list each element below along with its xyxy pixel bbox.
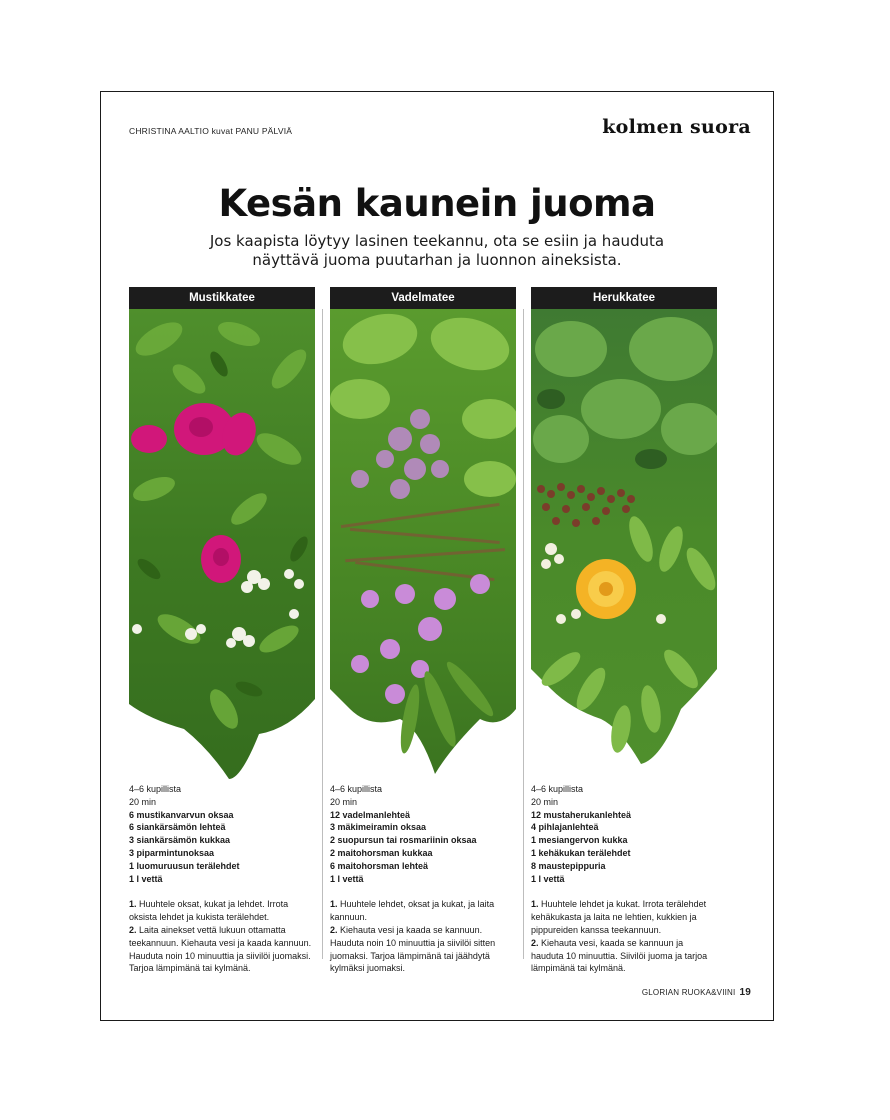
column-divider xyxy=(523,309,524,959)
recipe-info xyxy=(330,783,516,885)
credits: CHRISTINA AALTIO kuvat PANU PÄLVIÄ xyxy=(129,126,293,136)
step-number: 1. xyxy=(129,899,137,910)
step-number: 2. xyxy=(129,924,137,935)
ingredient: 1 l vettä xyxy=(129,873,163,884)
recipe-title: Mustikkatee xyxy=(129,287,315,309)
recipe-steps xyxy=(129,898,315,975)
ingredient: 8 maustepippuria xyxy=(531,860,606,871)
herukkatee-photo xyxy=(531,309,717,779)
step xyxy=(531,937,717,975)
step-number: 1. xyxy=(330,899,338,910)
section-tag: kolmen suora xyxy=(602,116,751,138)
servings: 4–6 kupillista xyxy=(531,784,584,794)
ingredient: 3 piparmintunoksaa xyxy=(129,847,215,858)
prep-time: 20 min xyxy=(330,796,358,807)
step xyxy=(330,924,516,975)
ingredient: 6 siankärsämön lehteä xyxy=(129,822,226,833)
step xyxy=(129,924,315,975)
recipe-title: Herukkatee xyxy=(531,287,717,309)
recipe-info xyxy=(129,783,315,885)
step-number: 2. xyxy=(531,937,539,948)
lead-paragraph: Jos kaapista löytyy lasinen teekannu, ota se esiin ja hauduta näyttävä juoma puutarhan ja luonnon aineksista. xyxy=(209,232,665,269)
step-number: 2. xyxy=(330,924,338,935)
page-footer xyxy=(642,987,751,998)
step-text: Kiehauta vesi ja kaada se kannuun. Hauduta noin 10 minuuttia ja siivilöi sitten juomaksi. Tarjoa lämpimänä tai jäähdytä kylmäksi juomaksi. xyxy=(330,924,496,974)
vadelmatee-photo xyxy=(330,309,516,779)
page-number: 19 xyxy=(739,987,751,998)
step-text: Huuhtele lehdet, oksat ja kukat, ja laita kannuun. xyxy=(330,899,495,923)
ingredient: 2 suopursun tai rosmariinin oksaa xyxy=(330,835,477,846)
prep-time: 20 min xyxy=(531,796,559,807)
column-divider xyxy=(322,309,323,959)
ingredient: 2 maitohorsman kukkaa xyxy=(330,847,433,858)
ingredient: 3 mäkimeiramin oksaa xyxy=(330,822,427,833)
recipe-column-herukkatee xyxy=(531,287,717,975)
ingredient: 1 l vettä xyxy=(531,873,565,884)
ingredient: 12 vadelmanlehteä xyxy=(330,809,411,820)
recipe-steps xyxy=(531,898,717,975)
ingredient: 6 mustikanvarvun oksaa xyxy=(129,809,234,820)
recipe-title: Vadelmatee xyxy=(330,287,516,309)
step-text: Kiehauta vesi, kaada se kannuun ja hauduta 10 minuuttia. Siivilöi juoma ja tarjoa lämpimänä tai kylmänä. xyxy=(531,937,708,974)
magazine-page xyxy=(100,91,774,1021)
ingredient: 12 mustaherukanlehteä xyxy=(531,809,632,820)
ingredient: 6 maitohorsman lehteä xyxy=(330,860,429,871)
mustikkatee-photo xyxy=(129,309,315,779)
ingredient: 3 siankärsämön kukkaa xyxy=(129,835,231,846)
step-text: Huuhtele oksat, kukat ja lehdet. Irrota oksista lehdet ja kukista terälehdet. xyxy=(129,899,289,923)
magazine-name: GLORIAN RUOKA&VIINI xyxy=(641,988,736,997)
ingredient: 1 mesiangervon kukka xyxy=(531,835,628,846)
page-title: Kesän kaunein juoma xyxy=(218,182,656,225)
prep-time: 20 min xyxy=(129,796,157,807)
recipe-column-mustikkatee xyxy=(129,287,315,975)
step-number: 1. xyxy=(531,899,539,910)
step xyxy=(129,898,315,924)
recipe-column-vadelmatee xyxy=(330,287,516,975)
servings: 4–6 kupillista xyxy=(129,784,182,794)
recipe-info xyxy=(531,783,717,885)
step-text: Laita ainekset vettä lukuun ottamatta teekannuun. Kiehauta vesi ja kaada kannuun. Hauduta noin 10 minuuttia ja siivilöi juomaksi. Tarjoa lämpimänä tai kylmänä. xyxy=(129,924,312,974)
ingredient: 1 l vettä xyxy=(330,873,364,884)
step-text: Huuhtele lehdet ja kukat. Irrota terälehdet kehäkukasta ja laita ne lehtien, kukkien ja pippureiden kanssa teekannuun. xyxy=(531,899,707,935)
ingredient: 4 pihlajanlehteä xyxy=(531,822,599,833)
ingredient: 1 kehäkukan terälehdet xyxy=(531,847,631,858)
ingredient: 1 luomuruusun terälehdet xyxy=(129,860,240,871)
step xyxy=(531,898,717,936)
servings: 4–6 kupillista xyxy=(330,784,383,794)
step xyxy=(330,898,516,924)
recipe-steps xyxy=(330,898,516,975)
